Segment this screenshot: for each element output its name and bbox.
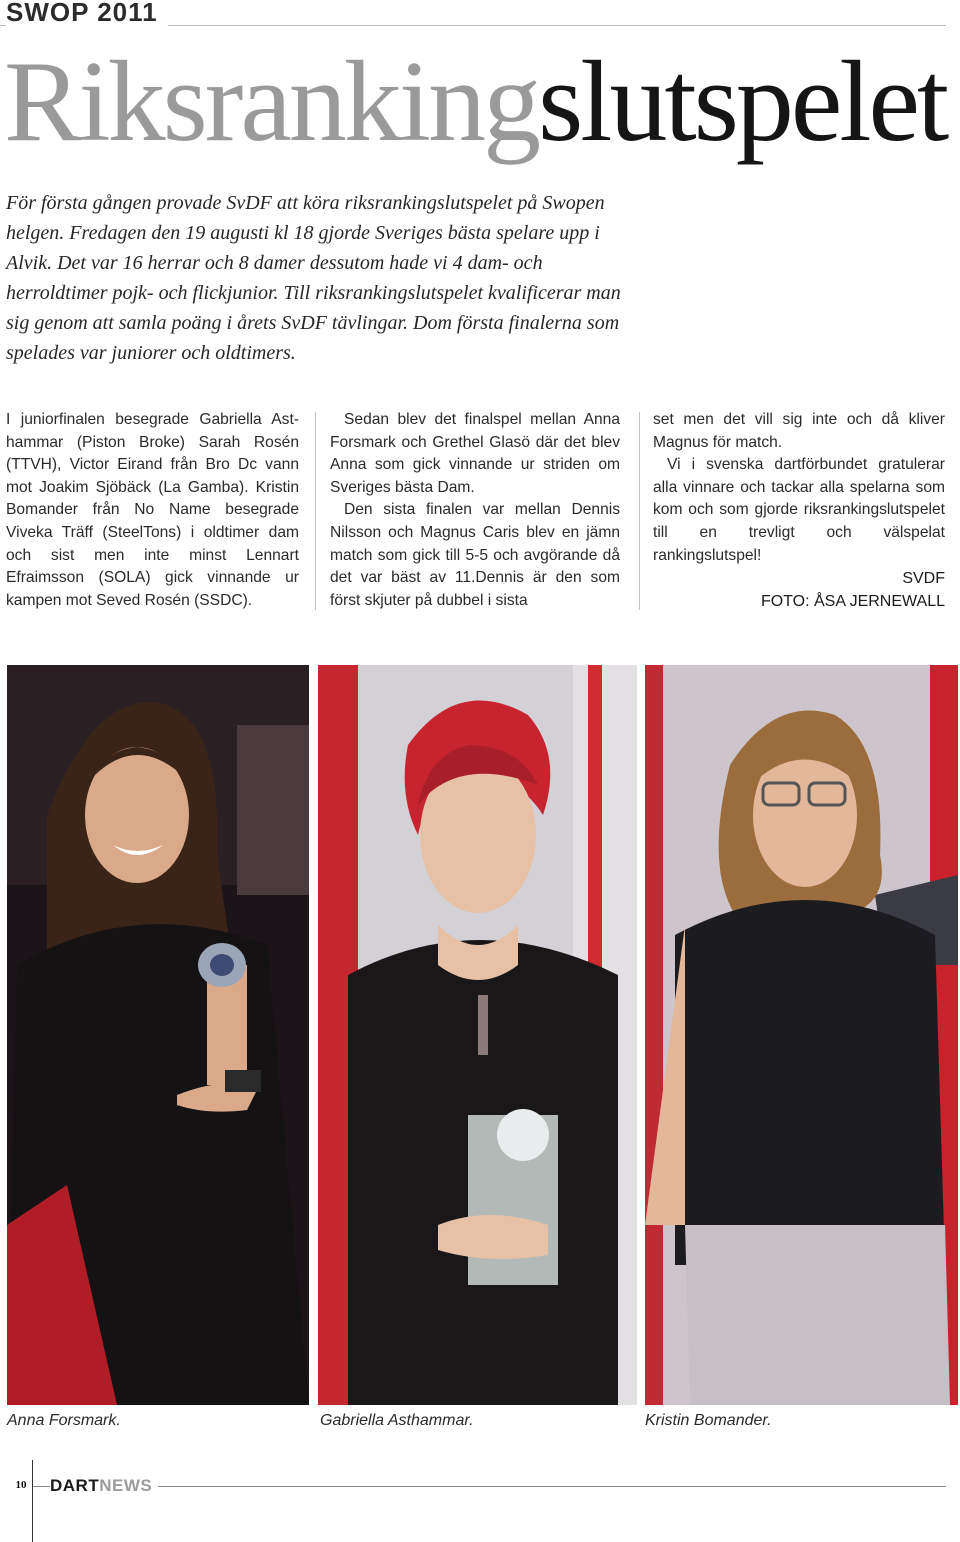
page-number: 10	[15, 1479, 27, 1491]
logo-news: NEWS	[99, 1476, 153, 1495]
photo-caption: Kristin Bomander.	[645, 1412, 772, 1429]
body-paragraph: Vi i svenska dartförbundet gratulerar alla vinnare och tackar alla spelarna som kom och som gjorde riksrankingslutspelet till en trevligt och välspelat rankingslutspel!	[653, 456, 945, 564]
byline: SVDF	[902, 570, 945, 588]
photo-caption: Anna Forsmark.	[7, 1412, 121, 1429]
body-paragraph: Sedan blev det finalspel mellan Anna Forsmark och Grethel Glasö där det blev Anna som gick vinnande ur striden om Sveriges bästa Dam.	[330, 411, 620, 496]
footer-rule	[33, 1486, 946, 1487]
body-column-3	[653, 409, 945, 613]
body-paragraph: Den sista finalen var mellan Dennis Nilsson och Magnus Caris blev en jämn match som gick till 5-5 och avgörande då det var bäst av 11.Dennis är den som först skjuter på dubbel i sista	[330, 501, 620, 609]
body-paragraph: I juniorfinalen besegrade Gabriella Asthammar (Piston Broke) Sarah Rosén (TTVH), Victor Eirand från Bro Dc vann mot Joakim Sjöbäck (La Gamba). Kristin Bomander från No Name besegrade Viveka Träff (SteelTons) i oldtimer dam och sist men inte minst Lennart Efraimsson (SOLA) gick vinnande ur kampen mot Seved Rosén (SSDC).	[6, 411, 299, 609]
column-divider	[639, 412, 640, 610]
title-dark-part: slutspelet	[538, 38, 947, 166]
photo-gabriella-asthammar	[318, 665, 637, 1405]
body-paragraph: set men det vill sig inte och då kliver Magnus för match.	[653, 411, 945, 451]
title-light-part: Riksranking	[4, 38, 539, 166]
photo-caption: Gabriella Asthammar.	[320, 1412, 474, 1429]
section-label: SWOP 2011	[6, 0, 168, 27]
photo-anna-forsmark	[7, 665, 309, 1405]
logo-dart: DART	[50, 1476, 100, 1495]
photo-kristin-bomander	[645, 665, 958, 1405]
photo-credit: FOTO: ÅSA JERNEWALL	[760, 593, 945, 611]
magazine-logo	[50, 1476, 158, 1496]
body-column-2	[330, 409, 620, 612]
ingress-paragraph: För första gången provade SvDF att köra riksrankingslutspelet på Swopen helgen. Fredagen den 19 augusti kl 18 gjorde Sveriges bästa spelare upp i Alvik. Det var 16 herrar och 8 damer dessutom hade vi 4 dam- och herroldtimer pojk- och flickjunior. Till riksrankingslutspelet kvalificerar man sig genom att samla poäng i årets SvDF tävlingar. Dom första finalerna som spelades var juniorer och oldtimers.	[6, 192, 621, 364]
footer-vertical-rule	[32, 1460, 33, 1542]
page-title	[4, 32, 946, 172]
column-divider	[315, 412, 316, 610]
body-column-1	[6, 409, 299, 612]
